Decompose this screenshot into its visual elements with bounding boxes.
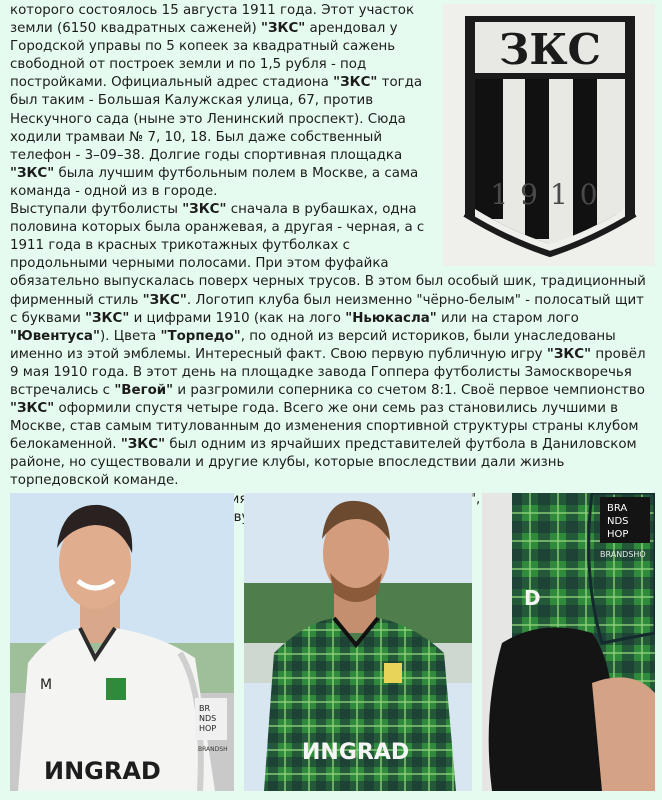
- svg-text:NDS: NDS: [607, 516, 629, 527]
- bold-term: "Ньюкасла": [345, 310, 437, 326]
- svg-text:NDS: NDS: [199, 714, 217, 723]
- text-run: был одним из ярчайших представителей футбола в Даниловском районе, но существовали и другие клубы, которые впоследствии дали жизнь торпедовской команде.: [10, 437, 637, 489]
- text-run: . Логотип клуба был неизменно "чёрно-белым" - полосатый щит с буквами: [10, 292, 644, 326]
- text-run: и разгромили соперника со счетом 8:1. Своё первое чемпионство: [173, 382, 645, 398]
- svg-text:BR: BR: [199, 704, 211, 713]
- svg-text:M: M: [40, 677, 53, 693]
- text-run: Выступали футболисты: [10, 202, 183, 218]
- sponsor-mid: ИNGRAD: [302, 740, 410, 765]
- bold-term: "ЗКС": [182, 202, 227, 218]
- photo-white-kit: [10, 493, 234, 791]
- svg-text:BRANDSHO: BRANDSHO: [600, 550, 646, 559]
- text-run: , по одной из версий историков, были унаследованы именно из этой эмблемы. Интересный факт. Свою первую публичную игру: [10, 328, 616, 362]
- text-run: арендовал у Городской управы по 5 копеек за квадратный сажень свободной от построек земли и по 1,5 рубля - под постройками. Официальный адрес стадиона: [10, 21, 398, 91]
- text-run: или на старом лого: [436, 310, 579, 326]
- svg-text:HOP: HOP: [199, 724, 217, 733]
- bold-term: "ЗКС": [546, 346, 592, 362]
- text-run: оформили спустя четыре года. Всего же они семь раз становились лучшими в Москве, став самым титулованным до изменения спортивной структуры страны клубом белокаменной.: [10, 401, 639, 453]
- text-run: ). Цвета: [99, 328, 161, 344]
- text-run: сначала в рубашках, одна половина которых была оранжевая, а другая - черная, а с 1911 года в красных трикотажных футболках с продольными черными полосами. При этом фуфайка обязательно выпускалась поверх черных трусов. В этом был особый шик, традиционный фирменный стиль: [10, 202, 646, 308]
- text-run: тогда был таким - Большая Калужская улица, 67, против Нескучного сада (ныне это Ленинский проспект). Сюда ходили трамваи № 7, 10, 18. Был даже собственный телефон - 3–09–38. Долгие годы спортивная площадка: [10, 75, 423, 163]
- article-text: [10, 2, 655, 527]
- bold-term: "ЗКС": [10, 165, 55, 181]
- svg-text:D: D: [524, 586, 541, 610]
- logo-letters: ЗКС: [499, 25, 601, 74]
- text-run: провёл 9 мая 1910 года. В этот день на площадке завода Гоппера футболисты Замоскворечья встречались с: [10, 346, 646, 398]
- bold-term: "Ювентуса": [10, 328, 100, 344]
- kit-photos: [10, 493, 655, 793]
- bold-term: "ЗКС": [10, 401, 55, 417]
- text-run: и цифрами 1910 (как на лого: [129, 310, 346, 326]
- svg-text:HOP: HOP: [607, 529, 629, 540]
- bold-term: "Вегой": [114, 382, 174, 398]
- bold-term: "ЗКС": [120, 437, 166, 453]
- bold-term: "Торпедо": [160, 328, 241, 344]
- svg-text:BRA: BRA: [607, 503, 628, 514]
- bold-term: "ЗКС": [85, 310, 130, 326]
- svg-text:BRANDSH: BRANDSH: [198, 746, 228, 753]
- sponsor-left: ИNGRAD: [44, 757, 161, 785]
- text-run: которого состоялось 15 августа 1911 года. Этот участок земли (6150 квадратных саженей): [10, 3, 415, 37]
- bold-term: "ЗКС": [333, 75, 378, 91]
- bold-term: "ЗКС": [261, 21, 306, 37]
- zks-logo-photo: [443, 4, 655, 266]
- text-run: была лучшим футбольным полем в Москве, а сама команда - одной из в городе.: [10, 165, 419, 199]
- photo-sleeve-detail: [482, 493, 655, 791]
- logo-year: 1910: [490, 178, 610, 211]
- bold-term: "ЗКС": [142, 292, 187, 308]
- photo-tartan-kit: [244, 493, 472, 791]
